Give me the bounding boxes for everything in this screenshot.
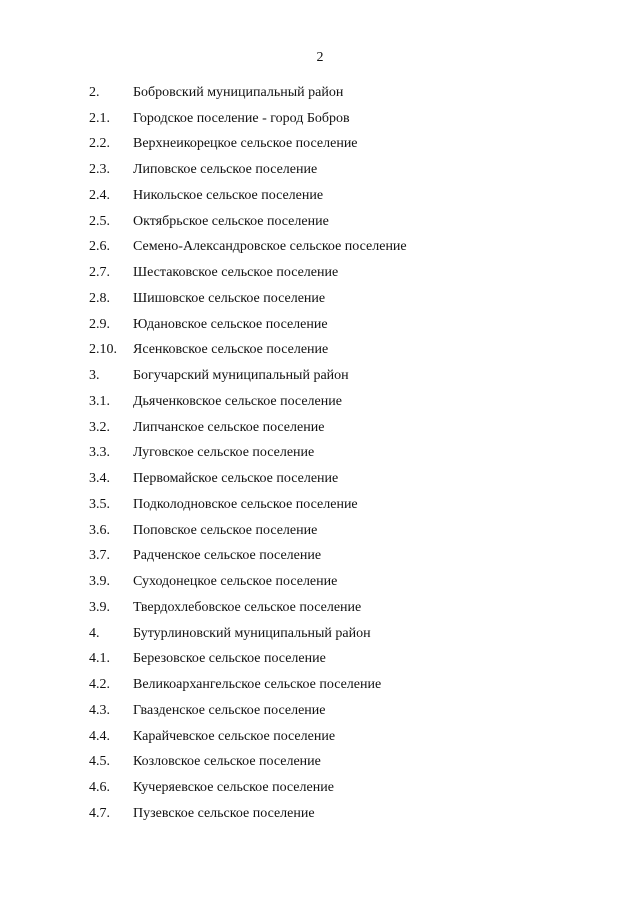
item-number: 4.5. — [89, 754, 110, 770]
item-number: 4. — [89, 625, 100, 641]
list-item — [89, 441, 609, 467]
list-item — [89, 544, 609, 570]
list-item — [89, 647, 609, 673]
item-name: Гвазденское сельское поселение — [133, 702, 326, 718]
item-name: Подколодновское сельское поселение — [133, 496, 358, 512]
item-name: Бутурлиновский муниципальный район — [133, 625, 371, 641]
list-item — [89, 260, 609, 286]
item-name: Суходонецкое сельское поселение — [133, 574, 338, 590]
item-name: Пузевское сельское поселение — [133, 805, 315, 821]
item-name: Богучарский муниципальный район — [133, 368, 349, 384]
item-number: 4.1. — [89, 651, 110, 667]
item-name: Никольское сельское поселение — [133, 187, 324, 203]
item-number: 3.5. — [89, 496, 110, 512]
item-number: 2.10. — [89, 342, 117, 358]
item-name: Козловское сельское поселение — [133, 754, 321, 770]
item-number: 2.8. — [89, 290, 110, 306]
item-name: Кучеряевское сельское поселение — [133, 780, 334, 796]
list-item — [89, 672, 609, 698]
item-name: Верхнеикорецкое сельское поселение — [133, 136, 358, 152]
page-number: 2 — [316, 50, 324, 65]
item-number: 3.9. — [89, 599, 110, 615]
list-item — [89, 338, 609, 364]
list-item — [89, 157, 609, 183]
item-name: Ясенковское сельское поселение — [133, 342, 329, 358]
item-number: 2. — [89, 84, 100, 100]
item-number: 2.7. — [89, 265, 110, 281]
item-name: Липчанское сельское поселение — [133, 419, 325, 435]
item-number: 2.3. — [89, 162, 110, 178]
list-item — [89, 235, 609, 261]
list-item — [89, 595, 609, 621]
list-item — [89, 363, 609, 389]
item-number: 2.5. — [89, 213, 110, 229]
item-number: 3.7. — [89, 548, 110, 564]
item-name: Карайчевское сельское поселение — [133, 728, 336, 744]
item-number: 3.3. — [89, 445, 110, 461]
list-item — [89, 80, 609, 106]
list-item — [89, 286, 609, 312]
item-name: Семено-Александровское сельское поселение — [133, 239, 407, 255]
item-number: 4.4. — [89, 728, 110, 744]
item-name: Шишовское сельское поселение — [133, 290, 326, 306]
list-item — [89, 801, 609, 827]
item-name: Поповское сельское поселение — [133, 522, 318, 538]
item-number: 2.6. — [89, 239, 110, 255]
item-number: 3.6. — [89, 522, 110, 538]
list-item — [89, 466, 609, 492]
list-item — [89, 132, 609, 158]
municipality-list — [89, 80, 609, 827]
list-item — [89, 698, 609, 724]
item-number: 3.4. — [89, 471, 110, 487]
list-item — [89, 621, 609, 647]
list-item — [89, 724, 609, 750]
item-name: Юдановское сельское поселение — [133, 316, 328, 332]
list-item — [89, 312, 609, 338]
item-number: 4.7. — [89, 805, 110, 821]
item-name: Великоархангельское сельское поселение — [133, 677, 382, 693]
item-number: 3.1. — [89, 393, 110, 409]
item-name: Луговское сельское поселение — [133, 445, 315, 461]
list-item — [89, 209, 609, 235]
item-name: Городское поселение - город Бобров — [133, 110, 350, 126]
list-item — [89, 569, 609, 595]
item-number: 4.2. — [89, 677, 110, 693]
item-number: 3.2. — [89, 419, 110, 435]
list-item — [89, 750, 609, 776]
item-number: 3. — [89, 368, 100, 384]
item-name: Первомайское сельское поселение — [133, 471, 339, 487]
item-number: 2.1. — [89, 110, 110, 126]
item-number: 4.3. — [89, 702, 110, 718]
list-item — [89, 183, 609, 209]
item-name: Березовское сельское поселение — [133, 651, 326, 667]
item-name: Радченское сельское поселение — [133, 548, 322, 564]
item-number: 2.4. — [89, 187, 110, 203]
item-number: 3.9. — [89, 574, 110, 590]
item-name: Липовское сельское поселение — [133, 162, 318, 178]
list-item — [89, 775, 609, 801]
item-number: 4.6. — [89, 780, 110, 796]
list-item — [89, 518, 609, 544]
item-name: Шестаковское сельское поселение — [133, 265, 339, 281]
list-item — [89, 389, 609, 415]
item-name: Бобровский муниципальный район — [133, 84, 344, 100]
item-number: 2.2. — [89, 136, 110, 152]
item-name: Октябрьское сельское поселение — [133, 213, 329, 229]
list-item — [89, 492, 609, 518]
list-item — [89, 415, 609, 441]
item-number: 2.9. — [89, 316, 110, 332]
list-item — [89, 106, 609, 132]
item-name: Твердохлебовское сельское поселение — [133, 599, 362, 615]
item-name: Дьяченковское сельское поселение — [133, 393, 342, 409]
